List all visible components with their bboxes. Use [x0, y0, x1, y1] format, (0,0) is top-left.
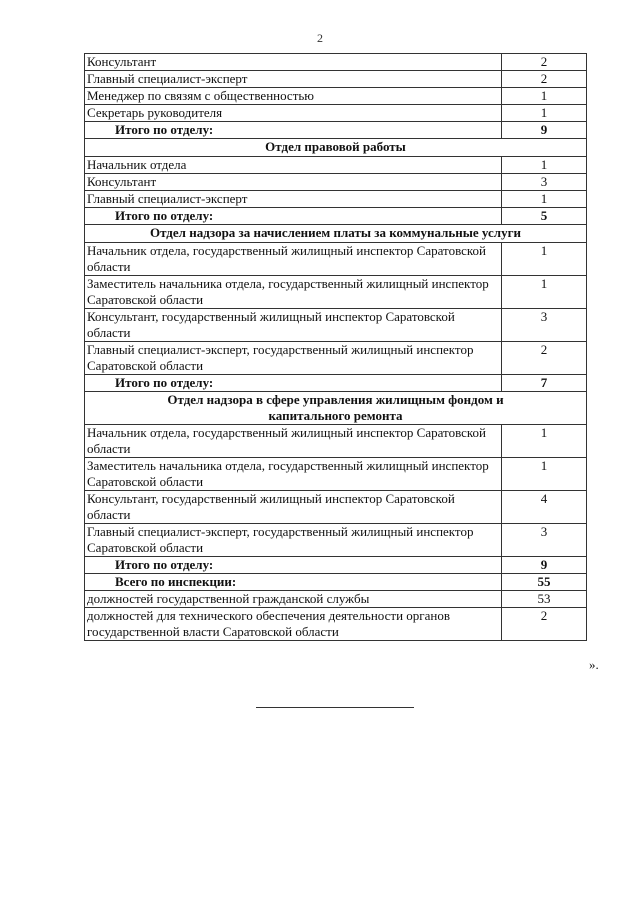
position-count: 2: [502, 54, 587, 71]
total-label: Итого по отделу:: [85, 557, 502, 574]
position-name: Начальник отдела, государственный жилищный инспектор Саратовской области: [85, 243, 502, 276]
position-count: 2: [502, 71, 587, 88]
position-name: Главный специалист-эксперт, государственный жилищный инспектор Саратовской области: [85, 524, 502, 557]
position-name: Главный специалист-эксперт: [85, 71, 502, 88]
position-count: 3: [502, 174, 587, 191]
total-count: 9: [502, 122, 587, 139]
total-row: [85, 208, 587, 225]
position-name: Главный специалист-эксперт: [85, 191, 502, 208]
staffing-table-body: [85, 54, 587, 641]
position-row: [85, 88, 587, 105]
position-count: 3: [502, 524, 587, 557]
position-count: 2: [502, 342, 587, 375]
department-header-row: [85, 139, 587, 157]
total-count: 55: [502, 574, 587, 591]
position-count: 1: [502, 105, 587, 122]
position-row: [85, 54, 587, 71]
position-count: 1: [502, 243, 587, 276]
position-count: 2: [502, 608, 587, 641]
position-count: 1: [502, 276, 587, 309]
position-name: Заместитель начальника отдела, государственный жилищный инспектор Саратовской области: [85, 458, 502, 491]
page-number: 2: [317, 31, 323, 45]
department-header-row: [85, 392, 587, 425]
position-row: [85, 425, 587, 458]
department-title: Отдел правовой работы: [85, 139, 587, 157]
department-title: Отдел надзора в сфере управления жилищным фондом и капитального ремонта: [85, 392, 587, 425]
total-row: [85, 557, 587, 574]
total-row: [85, 375, 587, 392]
total-count: 7: [502, 375, 587, 392]
total-label: Итого по отделу:: [85, 375, 502, 392]
position-name: должностей для технического обеспечения деятельности органов государственной власти Саратовской области: [85, 608, 502, 641]
staffing-table: [84, 53, 587, 641]
position-row: [85, 191, 587, 208]
position-row: [85, 524, 587, 557]
end-divider-line: [256, 707, 414, 708]
position-row: [85, 157, 587, 174]
total-label: Итого по отделу:: [85, 208, 502, 225]
position-row: [85, 243, 587, 276]
position-row: [85, 105, 587, 122]
position-count: 3: [502, 309, 587, 342]
total-count: 9: [502, 557, 587, 574]
position-name: Консультант, государственный жилищный инспектор Саратовской области: [85, 309, 502, 342]
position-name: Главный специалист-эксперт, государственный жилищный инспектор Саратовской области: [85, 342, 502, 375]
position-row: [85, 491, 587, 524]
position-row: [85, 342, 587, 375]
position-name: Заместитель начальника отдела, государственный жилищный инспектор Саратовской области: [85, 276, 502, 309]
position-row: [85, 174, 587, 191]
position-count: 1: [502, 458, 587, 491]
position-row: [85, 608, 587, 641]
position-row: [85, 591, 587, 608]
total-label: Всего по инспекции:: [85, 574, 502, 591]
position-row: [85, 71, 587, 88]
position-count: 53: [502, 591, 587, 608]
position-name: Начальник отдела, государственный жилищный инспектор Саратовской области: [85, 425, 502, 458]
position-name: Консультант: [85, 54, 502, 71]
position-count: 1: [502, 191, 587, 208]
position-name: Консультант: [85, 174, 502, 191]
position-row: [85, 309, 587, 342]
position-name: должностей государственной гражданской службы: [85, 591, 502, 608]
position-count: 4: [502, 491, 587, 524]
position-name: Начальник отдела: [85, 157, 502, 174]
position-name: Секретарь руководителя: [85, 105, 502, 122]
department-header-row: [85, 225, 587, 243]
position-row: [85, 458, 587, 491]
position-count: 1: [502, 425, 587, 458]
closing-quote-mark: ».: [589, 657, 599, 672]
position-name: Консультант, государственный жилищный инспектор Саратовской области: [85, 491, 502, 524]
department-title: Отдел надзора за начислением платы за коммунальные услуги: [85, 225, 587, 243]
position-count: 1: [502, 88, 587, 105]
position-count: 1: [502, 157, 587, 174]
position-row: [85, 276, 587, 309]
total-count: 5: [502, 208, 587, 225]
position-name: Менеджер по связям с общественностью: [85, 88, 502, 105]
total-row: [85, 122, 587, 139]
total-label: Итого по отделу:: [85, 122, 502, 139]
total-row: [85, 574, 587, 591]
